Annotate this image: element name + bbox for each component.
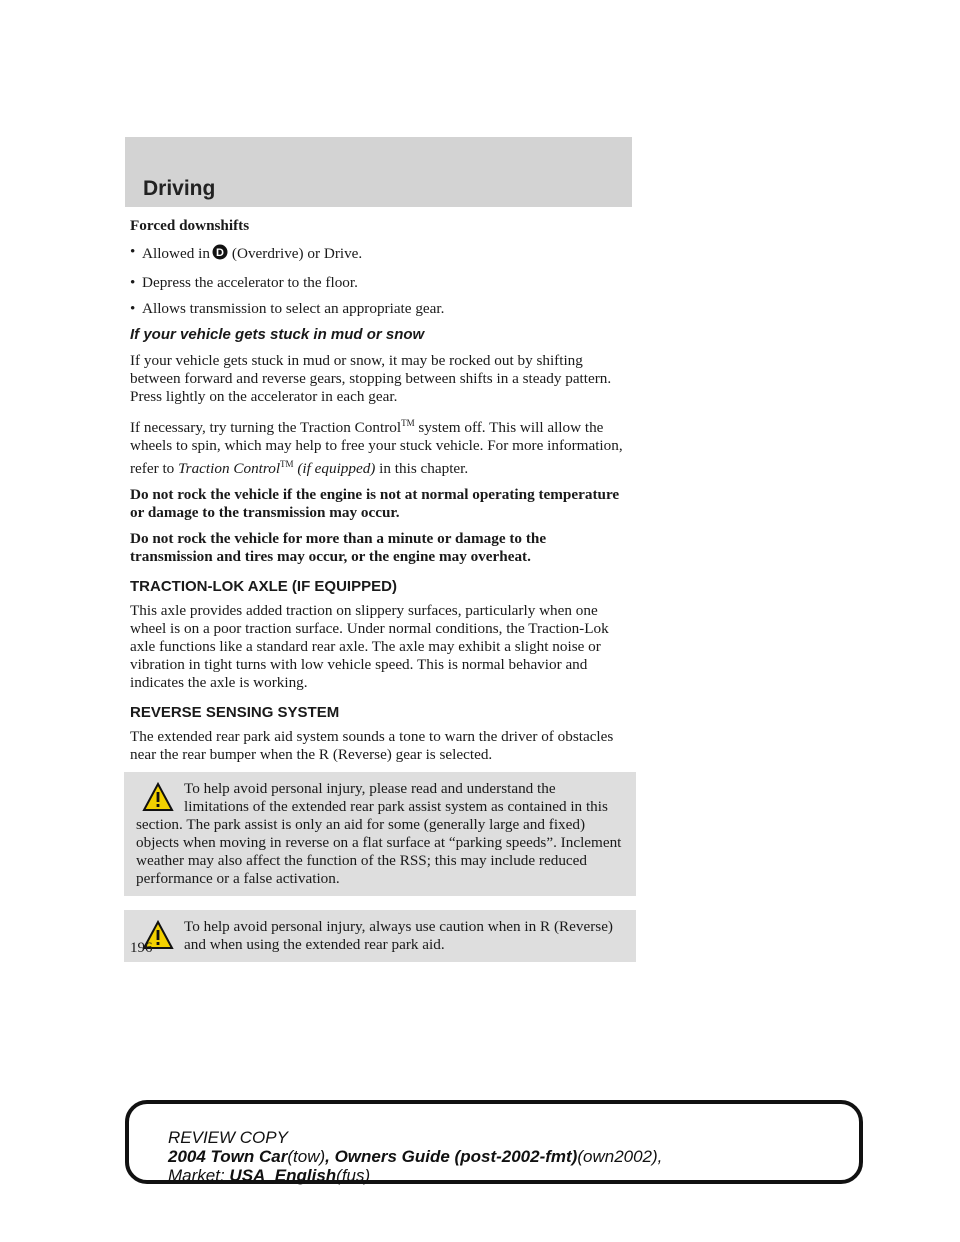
warning-triangle-icon [142,782,174,812]
traction-control-paragraph: If necessary, try turning the Traction Control™ system off. This will allow the wheels to spin, which may help to free your stuck vehicle. For more information, refer to Traction Control™ (if equipped) in this chapter. [130,418,623,477]
rock-warning-duration: Do not rock the vehicle for more than a minute or damage to the transmission and tires may occur, or the engine may overheat. [130,530,547,565]
stuck-paragraph: If your vehicle gets stuck in mud or snow, it may be rocked out by shifting between forward and reverse gears, stopping between shifts in a steady pattern. Press lightly on the accelerator in each gear. [130,352,612,405]
section-header-band [125,137,632,207]
forced-downshifts-heading: Forced downshifts [130,217,250,234]
list-item: • Allows transmission to select an appropriate gear. [130,300,630,318]
traction-lok-heading: TRACTION-LOK AXLE (IF EQUIPPED) [130,578,397,595]
review-copy-box [125,1100,863,1184]
list-item: • Allowed in D (Overdrive) or Drive. [130,243,630,266]
warning-text: To help avoid personal injury, please read and understand the limitations of the extended rear park assist system as contained in this section. The park assist is only an aid for some (generally large and fixed) objects when moving in reverse on a flat surface at “parking speeds”. Inclement weather may also affect the function of the RSS; this may include reduced performance or a false activation. [136,780,622,887]
stuck-heading: If your vehicle gets stuck in mud or snow [130,326,425,343]
svg-text:D: D [215,247,224,259]
page-number: 196 [130,940,153,956]
page-content [130,217,630,976]
warning-text: To help avoid personal injury, always use caution when in R (Reverse) and when using the extended rear park aid. [184,918,613,953]
overdrive-d-icon [212,243,228,266]
warning-box [124,910,636,962]
traction-lok-body: This axle provides added traction on slippery surfaces, particularly when one wheel is on a poor traction surface. Under normal conditions, the Traction-Lok axle functions like a standard rear axle. The axle may exhibit a slight noise or vibration in tight turns with low vehicle speed. This is normal behavior and indicates the axle is working. [130,602,609,691]
forced-downshifts-list [130,243,630,318]
rock-warning-temperature: Do not rock the vehicle if the engine is not at normal operating temperature or damage to the transmission may occur. [130,486,620,521]
list-item: • Depress the accelerator to the floor. [130,274,630,292]
reverse-sensing-heading: REVERSE SENSING SYSTEM [130,704,340,721]
section-title: Driving [143,177,216,200]
review-copy-text: REVIEW COPY 2004 Town Car(tow), Owners Guide (post-2002-fmt)(own2002), Market: USA_English(fus) [168,1128,663,1185]
reverse-sensing-body: The extended rear park aid system sounds a tone to warn the driver of obstacles near the rear bumper when the R (Reverse) gear is selected. [130,728,614,763]
warning-box [124,772,636,896]
